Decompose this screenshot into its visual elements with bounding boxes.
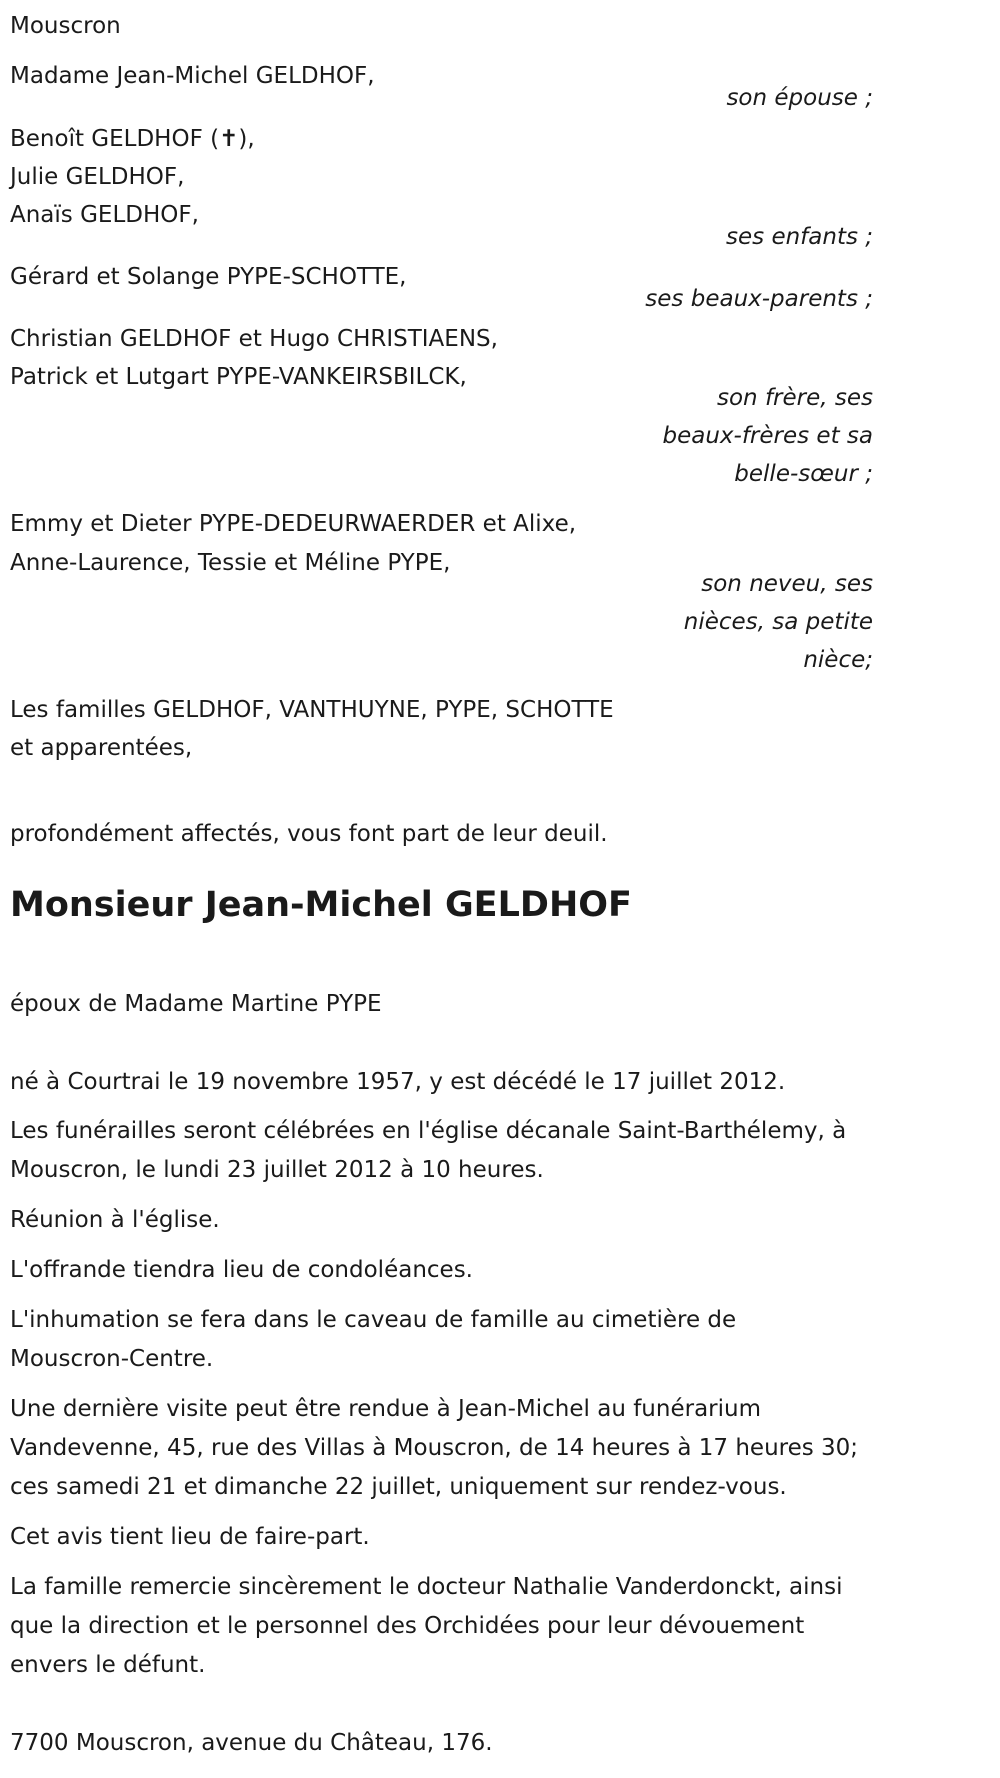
- offering-line: L'offrande tiendra lieu de condoléances.: [10, 1257, 473, 1283]
- deceased-name: Monsieur Jean-Michel GELDHOF: [10, 885, 632, 925]
- nephews-relation-line: nièces, sa petite: [683, 609, 873, 635]
- deceased-spouse-line: époux de Madame Martine PYPE: [10, 991, 382, 1017]
- burial-line: Mouscron-Centre.: [10, 1346, 214, 1372]
- families-line: et apparentées,: [10, 735, 193, 761]
- address-line: 7700 Mouscron, avenue du Château, 176.: [10, 1730, 493, 1756]
- nephew-name: Anne-Laurence, Tessie et Méline PYPE,: [10, 550, 451, 576]
- burial-line: L'inhumation se fera dans le caveau de famille au cimetière de: [10, 1307, 737, 1333]
- spouse-name: Madame Jean-Michel GELDHOF,: [10, 63, 375, 89]
- nephew-name: Emmy et Dieter PYPE-DEDEURWAERDER et Alixe,: [10, 511, 577, 537]
- spouse-relation: son épouse ;: [726, 85, 873, 111]
- child-name: Anaïs GELDHOF,: [10, 202, 199, 228]
- visit-line: ces samedi 21 et dimanche 22 juillet, uniquement sur rendez-vous.: [10, 1474, 787, 1500]
- notice-line: Cet avis tient lieu de faire-part.: [10, 1524, 370, 1550]
- thanks-line: envers le défunt.: [10, 1652, 206, 1678]
- meeting-line: Réunion à l'église.: [10, 1207, 220, 1233]
- sibling-name: Christian GELDHOF et Hugo CHRISTIAENS,: [10, 326, 498, 352]
- siblings-relation-line: son frère, ses: [717, 385, 873, 411]
- child-name: Julie GELDHOF,: [10, 164, 185, 190]
- families-line: Les familles GELDHOF, VANTHUYNE, PYPE, SCHOTTE: [10, 697, 614, 723]
- announcement: profondément affectés, vous font part de leur deuil.: [10, 821, 608, 847]
- city-header: Mouscron: [10, 13, 121, 39]
- sibling-name: Patrick et Lutgart PYPE-VANKEIRSBILCK,: [10, 364, 467, 390]
- thanks-line: que la direction et le personnel des Orchidées pour leur dévouement: [10, 1613, 805, 1639]
- siblings-relation-line: belle-sœur ;: [734, 461, 873, 487]
- nephews-relation-line: nièce;: [803, 647, 873, 673]
- siblings-relation-line: beaux-frères et sa: [662, 423, 873, 449]
- nephews-relation-line: son neveu, ses: [701, 571, 873, 597]
- child-name: Benoît GELDHOF (✝),: [10, 126, 255, 152]
- children-relation: ses enfants ;: [726, 224, 873, 250]
- parents-in-law-relation: ses beaux-parents ;: [645, 286, 873, 312]
- funeral-line: Mouscron, le lundi 23 juillet 2012 à 10 heures.: [10, 1157, 544, 1183]
- parents-in-law-name: Gérard et Solange PYPE-SCHOTTE,: [10, 264, 407, 290]
- born-died-line: né à Courtrai le 19 novembre 1957, y est décédé le 17 juillet 2012.: [10, 1069, 786, 1095]
- thanks-line: La famille remercie sincèrement le docteur Nathalie Vanderdonckt, ainsi: [10, 1574, 843, 1600]
- funeral-line: Les funérailles seront célébrées en l'église décanale Saint-Barthélemy, à: [10, 1118, 847, 1144]
- visit-line: Vandevenne, 45, rue des Villas à Mouscron, de 14 heures à 17 heures 30;: [10, 1435, 859, 1461]
- visit-line: Une dernière visite peut être rendue à Jean-Michel au funérarium: [10, 1396, 761, 1422]
